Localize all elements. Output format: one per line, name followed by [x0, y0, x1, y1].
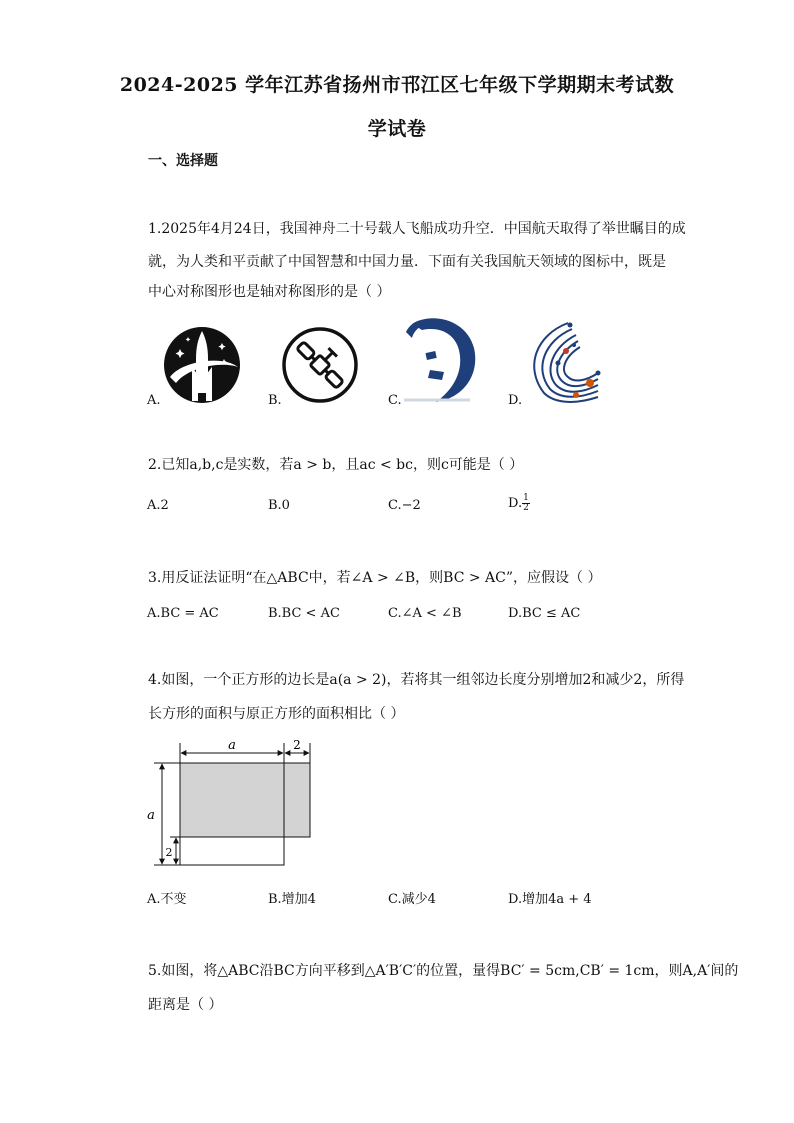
- q4-option-c: C.减少4: [388, 892, 436, 907]
- q3-option-c: C.∠A < ∠B: [388, 606, 462, 621]
- fraction-numerator: 1: [523, 493, 529, 503]
- square-rectangle-figure: [140, 735, 320, 870]
- q1-stem-line1: 1.2025年4月24日，我国神舟二十号载人飞船成功升空．中国航天取得了举世瞩目的成: [148, 221, 686, 237]
- satellite-emblem-icon: [280, 325, 360, 405]
- q4-stem-line2: 长方形的面积与原正方形的面积相比（ ）: [148, 706, 405, 722]
- q5-stem-line2: 距离是（ ）: [148, 997, 223, 1013]
- q4-option-b: B.增加4: [268, 892, 316, 907]
- orbit-logo-icon: [518, 315, 604, 407]
- swirl-logo-icon: [400, 312, 480, 408]
- q3-option-b: B.BC < AC: [268, 606, 340, 621]
- fraction-denominator: 2: [523, 503, 529, 513]
- rocket-emblem-icon: [162, 325, 242, 407]
- q2-option-d: [508, 494, 530, 513]
- figure-label-2-left: 2: [165, 846, 173, 859]
- q4-option-d: D.增加4a + 4: [508, 892, 592, 907]
- q5-stem-line1: 5.如图，将△ABC沿BC方向平移到△A′B′C′的位置，量得BC′ = 5cm,CB′ = 1cm，则A,A′间的: [148, 963, 739, 979]
- q2-option-d-fraction: [522, 494, 530, 513]
- q2-option-d-label: D.: [508, 496, 523, 511]
- q2-option-a: A.2: [147, 498, 169, 513]
- q2-option-b: B.0: [268, 498, 290, 513]
- q1-option-c: C.: [388, 393, 402, 408]
- q3-option-d: D.BC ≤ AC: [508, 606, 581, 621]
- q4-option-a: A.不变: [147, 892, 187, 907]
- q3-option-a: A.BC = AC: [147, 606, 219, 621]
- figure-label-a-top: a: [228, 738, 236, 753]
- q1-option-a: A.: [147, 393, 161, 408]
- q4-stem-line1: 4.如图，一个正方形的边长是a(a > 2)，若将其一组邻边长度分别增加2和减少2，所得: [148, 672, 685, 688]
- q1-stem-line2: 就，为人类和平贡献了中国智慧和中国力量．下面有关我国航天领域的图标中，既是: [148, 254, 666, 270]
- figure-label-2-top: 2: [293, 738, 301, 752]
- section-heading: 一、选择题: [148, 153, 218, 169]
- exam-title-line2: 学试卷: [367, 118, 427, 140]
- q1-option-d: D.: [508, 393, 523, 408]
- q1-stem-line3: 中心对称图形也是轴对称图形的是（ ）: [148, 284, 391, 300]
- q2-stem: 2.已知a,b,c是实数，若a > b，且ac < bc，则c可能是（ ）: [148, 457, 524, 473]
- q3-stem: 3.用反证法证明“在△ABC中，若∠A > ∠B，则BC > AC”，应假设（ ）: [148, 570, 602, 586]
- exam-title-line1: 2024-2025 学年江苏省扬州市邗江区七年级下学期期末考试数: [119, 74, 675, 96]
- q1-option-b: B.: [268, 393, 282, 408]
- figure-label-a-left: a: [147, 808, 155, 823]
- q2-option-c: C.−2: [388, 498, 421, 513]
